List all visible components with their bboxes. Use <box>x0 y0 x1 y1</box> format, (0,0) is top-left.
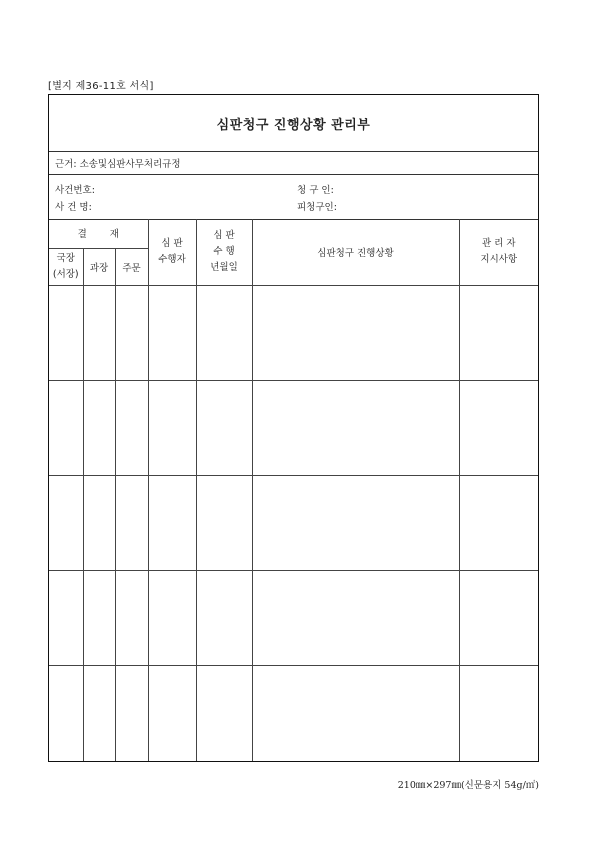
table-row <box>49 285 538 380</box>
table-cell[interactable] <box>459 285 538 380</box>
case-info-row <box>49 175 538 220</box>
case-name-label: 사 건 명: <box>55 202 92 213</box>
table-cell[interactable] <box>115 665 148 761</box>
executor-header-cell <box>148 219 196 285</box>
table-cell[interactable] <box>196 475 252 570</box>
form-frame <box>48 94 539 762</box>
table-cell[interactable] <box>115 380 148 475</box>
section-chief-header: 과장 <box>89 262 109 274</box>
table-cell[interactable] <box>83 570 115 665</box>
date-header-line2: 수 행 <box>213 245 235 257</box>
table-cell[interactable] <box>252 475 459 570</box>
table-cell[interactable] <box>148 665 196 761</box>
table-cell[interactable] <box>148 570 196 665</box>
table-cell[interactable] <box>49 665 83 761</box>
table-cell[interactable] <box>148 380 196 475</box>
header-row-1 <box>49 219 538 248</box>
progress-table <box>49 219 538 761</box>
table-cell[interactable] <box>49 380 83 475</box>
table-cell[interactable] <box>196 570 252 665</box>
table-cell[interactable] <box>459 475 538 570</box>
table-cell[interactable] <box>196 380 252 475</box>
director-header-line2: (서장) <box>52 268 79 280</box>
director-header-line1: 국장 <box>56 252 75 264</box>
table-cell[interactable] <box>459 665 538 761</box>
table-cell[interactable] <box>148 285 196 380</box>
paper-spec-footer: 210㎜×297㎜(신문용지 54g/㎡) <box>397 780 539 791</box>
date-header-line1: 심 판 <box>213 229 235 241</box>
title-row <box>49 95 538 152</box>
table-cell[interactable] <box>252 570 459 665</box>
table-cell[interactable] <box>252 285 459 380</box>
table-cell[interactable] <box>83 285 115 380</box>
table-cell[interactable] <box>49 285 83 380</box>
progress-header: 심판청구 진행상황 <box>317 247 394 259</box>
manager-header-line1: 관 리 자 <box>481 237 516 249</box>
approval-header: 결 재 <box>77 229 129 241</box>
basis-text: 근거: 소송및심판사무처리규정 <box>55 158 181 170</box>
date-header-line3: 년월일 <box>210 261 238 273</box>
table-cell[interactable] <box>459 380 538 475</box>
date-header-cell <box>196 219 252 285</box>
table-cell[interactable] <box>83 665 115 761</box>
officer-header: 주문 <box>122 262 141 274</box>
table-row <box>49 380 538 475</box>
table-cell[interactable] <box>115 285 148 380</box>
table-cell[interactable] <box>196 285 252 380</box>
table-cell[interactable] <box>252 665 459 761</box>
basis-row <box>49 151 538 175</box>
table-cell[interactable] <box>49 475 83 570</box>
section-chief-header-cell <box>83 248 115 285</box>
table-cell[interactable] <box>83 380 115 475</box>
table-cell[interactable] <box>83 475 115 570</box>
form-number-label: [별지 제36-11호 서식] <box>48 81 154 92</box>
table-row <box>49 665 538 761</box>
table-cell[interactable] <box>252 380 459 475</box>
table-cell[interactable] <box>49 570 83 665</box>
table-cell[interactable] <box>196 665 252 761</box>
executor-header-line2: 수행자 <box>158 253 186 265</box>
approval-header-cell <box>49 219 148 248</box>
respondent-label: 피청구인: <box>297 202 337 213</box>
executor-header-line1: 심 판 <box>161 237 183 249</box>
form-title: 심판청구 진행상황 관리부 <box>216 117 371 133</box>
director-header-cell <box>49 248 83 285</box>
claimant-label: 청 구 인: <box>297 185 334 196</box>
case-number-label: 사건번호: <box>55 185 95 196</box>
manager-header-cell <box>459 219 538 285</box>
officer-header-cell <box>115 248 148 285</box>
table-row <box>49 570 538 665</box>
table-cell[interactable] <box>459 570 538 665</box>
table-cell[interactable] <box>115 475 148 570</box>
manager-header-line2: 지시사항 <box>480 253 518 265</box>
table-cell[interactable] <box>115 570 148 665</box>
progress-header-cell <box>252 219 459 285</box>
table-row <box>49 475 538 570</box>
table-cell[interactable] <box>148 475 196 570</box>
